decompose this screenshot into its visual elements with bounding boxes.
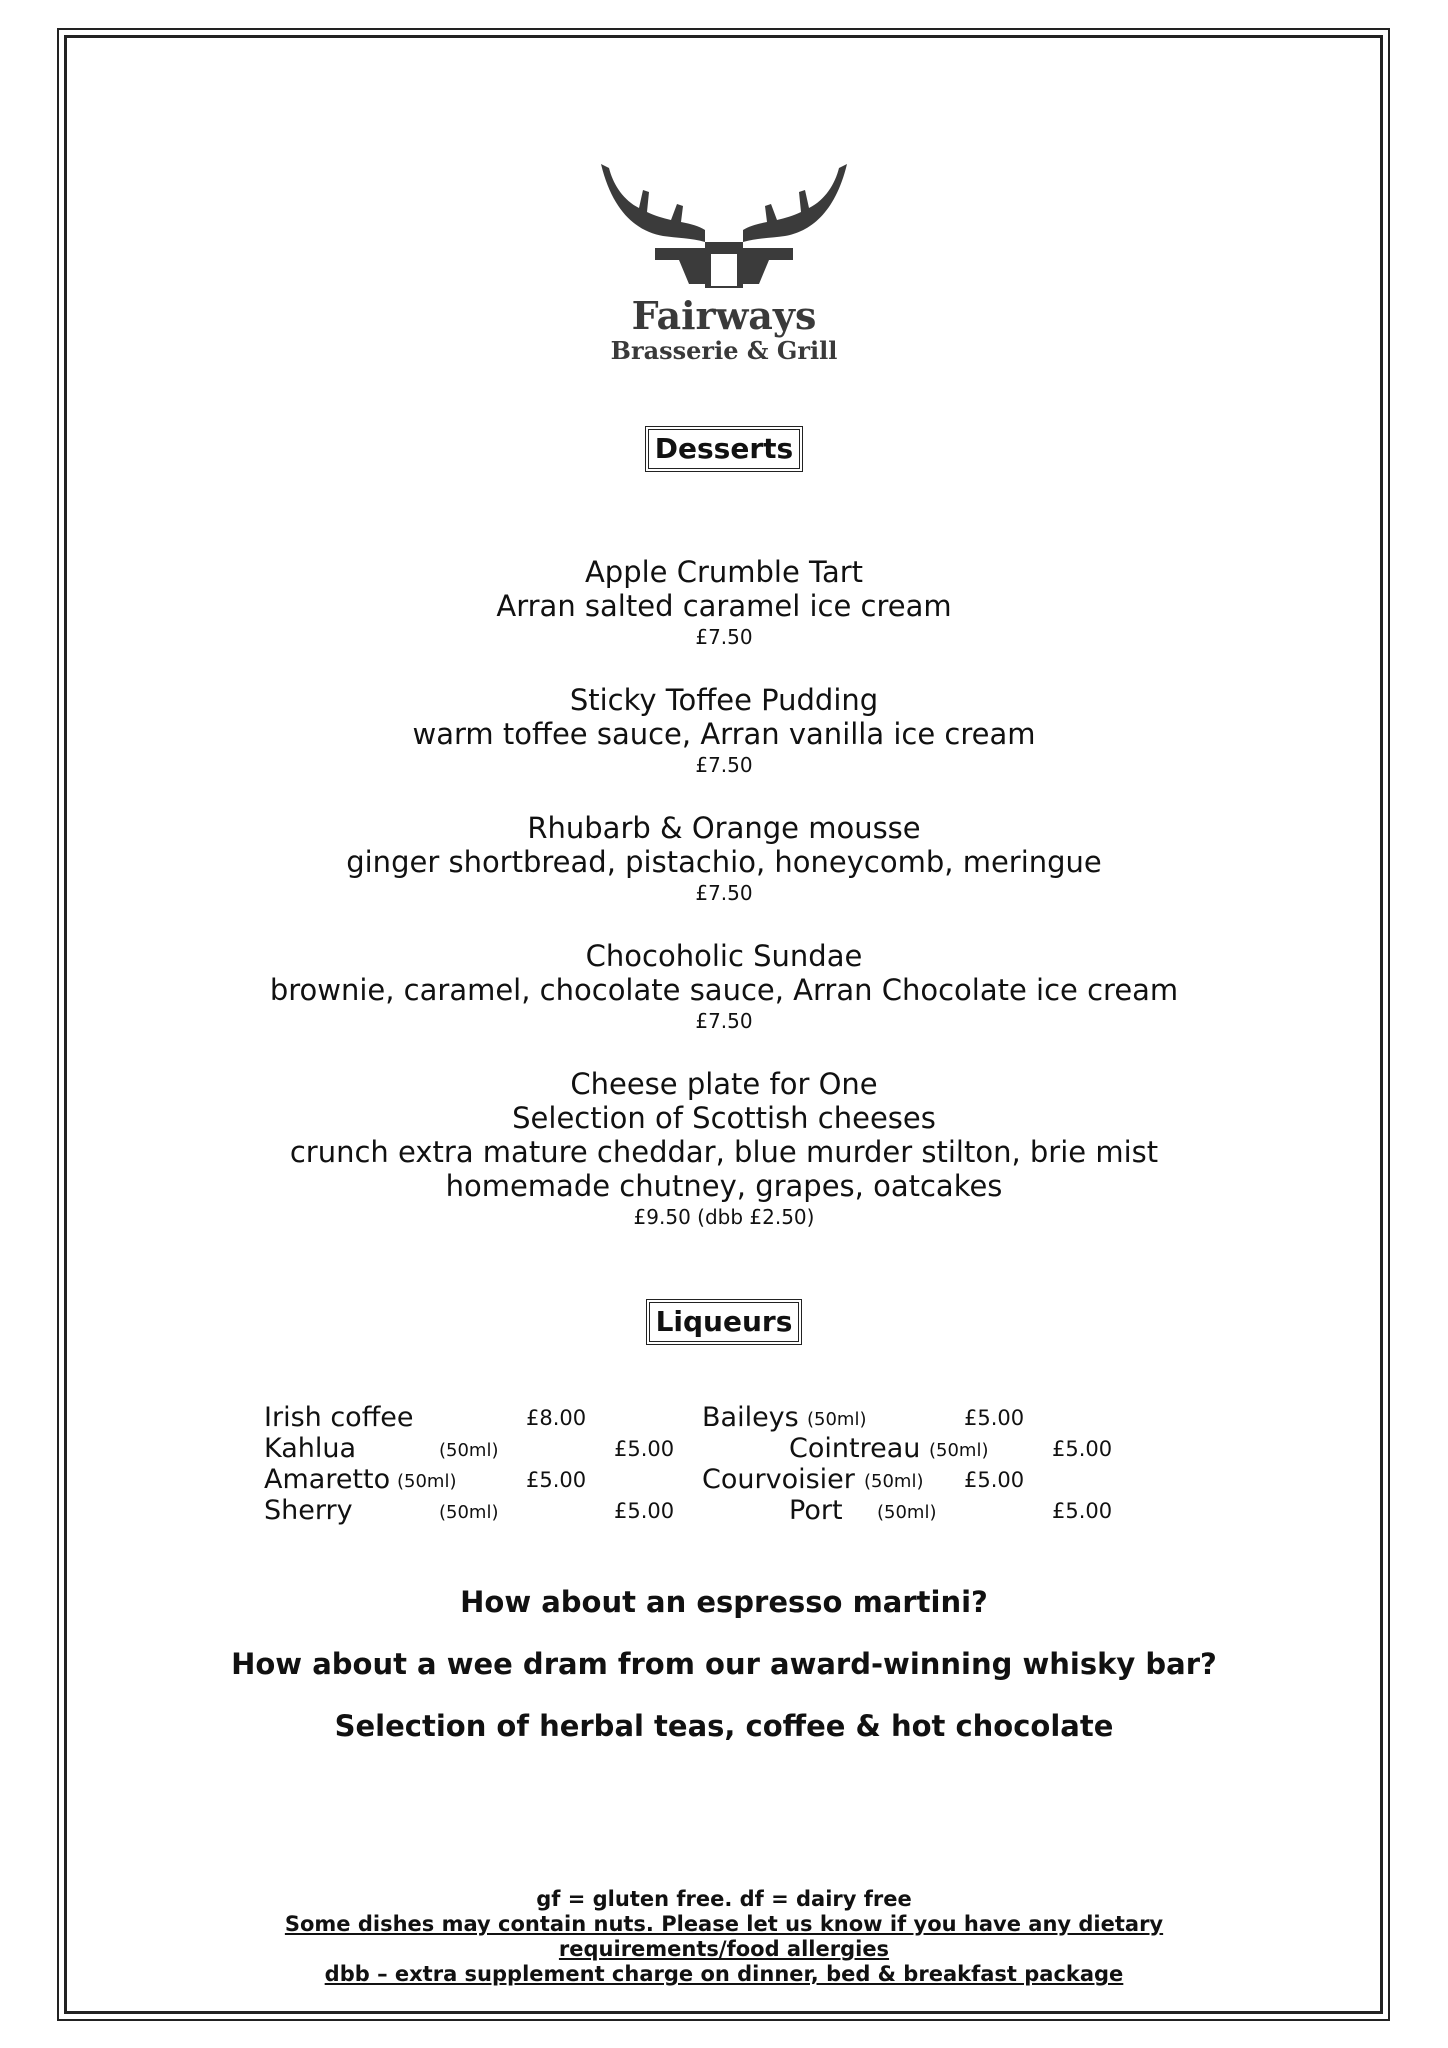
restaurant-name: Fairways: [631, 293, 817, 338]
liqueur-name: Amaretto: [264, 1464, 391, 1495]
promo-espresso-martini: How about an espresso martini?: [460, 1585, 988, 1619]
liqueur-volume: (50ml): [397, 1471, 457, 1492]
liqueur-name: Baileys: [702, 1402, 799, 1433]
liqueur-name: Port: [789, 1495, 843, 1526]
liqueur-price: £5.00: [964, 1406, 1025, 1430]
liqueur-price: £5.00: [614, 1437, 675, 1461]
dessert-item-sticky-toffee: [0, 683, 1448, 779]
liqueur-price: £5.00: [526, 1468, 587, 1492]
dessert-description: warm toffee sauce, Arran vanilla ice cream: [412, 717, 1036, 751]
liqueur-name: Kahlua: [264, 1433, 357, 1464]
dessert-description: brownie, caramel, chocolate sauce, Arran Chocolate ice cream: [269, 973, 1179, 1007]
dessert-description: Selection of Scottish cheeses: [512, 1101, 936, 1135]
dessert-price: £9.50 (dbb £2.50): [633, 1205, 815, 1229]
promo-teas-coffee: Selection of herbal teas, coffee & hot chocolate: [334, 1709, 1114, 1743]
liqueur-volume: (50ml): [807, 1409, 867, 1430]
dietary-legend: gf = gluten free. df = dairy free: [536, 1887, 912, 1911]
dessert-price: £7.50: [695, 753, 753, 777]
dessert-description: Arran salted caramel ice cream: [496, 589, 952, 623]
liqueur-name: Irish coffee: [264, 1402, 414, 1433]
allergy-note-line-2: requirements/food allergies: [558, 1937, 890, 1961]
stag-antlers-icon: [599, 160, 849, 290]
liqueur-volume: (50ml): [929, 1440, 989, 1461]
allergy-note-line-1: Some dishes may contain nuts. Please let us know if you have any dietary: [284, 1912, 1164, 1936]
liqueur-volume: (50ml): [439, 1440, 499, 1461]
desserts-heading-box: [0, 426, 1448, 472]
dessert-name: Chocoholic Sundae: [585, 939, 863, 973]
liqueur-volume: (50ml): [877, 1502, 937, 1523]
liqueur-volume: (50ml): [439, 1502, 499, 1523]
liqueurs-heading-box: [0, 1299, 1448, 1345]
dessert-description: ginger shortbread, pistachio, honeycomb, meringue: [346, 845, 1102, 879]
dessert-name: Cheese plate for One: [570, 1067, 878, 1101]
dessert-name: Sticky Toffee Pudding: [569, 683, 879, 717]
liqueur-price: £5.00: [614, 1499, 675, 1523]
dessert-description: homemade chutney, grapes, oatcakes: [445, 1169, 1003, 1203]
desserts-heading: Desserts: [645, 426, 803, 472]
restaurant-subtitle: Brasserie & Grill: [610, 336, 838, 365]
dbb-note: dbb – extra supplement charge on dinner, bed & breakfast package: [324, 1962, 1124, 1986]
liqueur-name: Courvoisier: [702, 1464, 855, 1495]
dessert-price: £7.50: [695, 625, 753, 649]
dessert-item-cheese-plate: [0, 1067, 1448, 1231]
liqueur-name: Cointreau: [789, 1433, 921, 1464]
dessert-item-apple-crumble: [0, 555, 1448, 651]
dessert-description: crunch extra mature cheddar, blue murder stilton, brie mist: [289, 1135, 1159, 1169]
dessert-price: £7.50: [695, 881, 753, 905]
liqueur-volume: (50ml): [864, 1471, 924, 1492]
liqueurs-heading: Liqueurs: [646, 1299, 803, 1345]
liqueur-name: Sherry: [264, 1495, 353, 1526]
dessert-name: Rhubarb & Orange mousse: [527, 811, 921, 845]
dessert-item-chocoholic-sundae: [0, 939, 1448, 1035]
restaurant-logo: [594, 160, 854, 375]
liqueur-price: £5.00: [1052, 1437, 1113, 1461]
liqueur-price: £5.00: [964, 1468, 1025, 1492]
dessert-item-rhubarb-mousse: [0, 811, 1448, 907]
liqueur-price: £5.00: [1052, 1499, 1113, 1523]
promo-whisky-bar: How about a wee dram from our award-winning whisky bar?: [231, 1647, 1217, 1681]
dessert-price: £7.50: [695, 1009, 753, 1033]
liqueur-price: £8.00: [526, 1406, 587, 1430]
dessert-name: Apple Crumble Tart: [584, 555, 864, 589]
